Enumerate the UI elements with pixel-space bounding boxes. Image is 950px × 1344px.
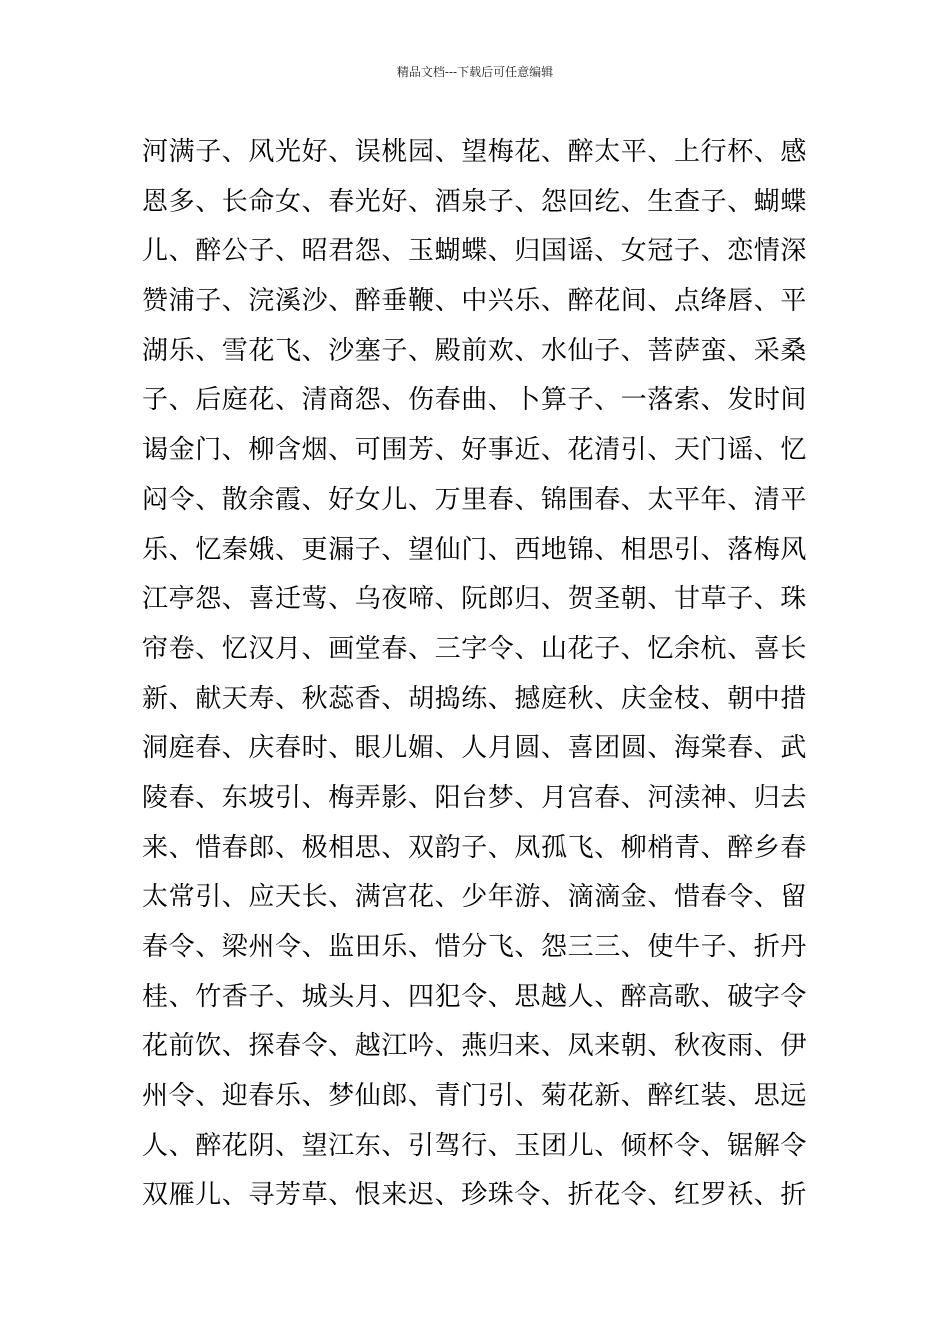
- text-line: 太常引、应天长、满宫花、少年游、滴滴金、惜春令、留: [142, 882, 808, 913]
- text-line: 闷令、散余霞、好女儿、万里春、锦围春、太平年、清平: [142, 484, 808, 515]
- text-line: 陵春、东坡引、梅弄影、阳台梦、月宫春、河渎神、归去: [142, 782, 808, 813]
- text-line: 恩多、长命女、春光好、酒泉子、怨回纥、生查子、蝴蝶: [142, 186, 808, 217]
- text-line: 洞庭春、庆春时、眼儿媚、人月圆、喜团圆、海棠春、武: [142, 733, 808, 764]
- text-line: 来、惜春郎、极相思、双韵子、凤孤飞、柳梢青、醉乡春: [142, 832, 808, 863]
- body-text: [142, 128, 812, 1221]
- text-line: 乐、忆秦娥、更漏子、望仙门、西地锦、相思引、落梅风: [142, 534, 808, 565]
- text-line: 州令、迎春乐、梦仙郎、青门引、菊花新、醉红装、思远: [142, 1081, 808, 1112]
- text-line: 新、献天寿、秋蕊香、胡捣练、撼庭秋、庆金枝、朝中措: [142, 683, 808, 714]
- text-line: 春令、梁州令、监田乐、惜分飞、怨三三、使牛子、折丹: [142, 932, 808, 962]
- text-line: 子、后庭花、清商怨、伤春曲、卜算子、一落索、发时间: [142, 385, 808, 416]
- text-line: 河满子、风光好、误桃园、望梅花、醉太平、上行杯、感: [142, 137, 808, 167]
- text-line: 人、醉花阴、望江东、引驾行、玉团儿、倾杯令、锯解令: [142, 1130, 808, 1161]
- text-line: 花前饮、探春令、越江吟、燕归来、凤来朝、秋夜雨、伊: [142, 1031, 808, 1062]
- text-line: 江亭怨、喜迁莺、乌夜啼、阮郎归、贺圣朝、甘草子、珠: [142, 584, 808, 615]
- text-line: 儿、醉公子、昭君怨、玉蝴蝶、归国谣、女冠子、恋情深: [142, 236, 808, 267]
- page-header: 精品文档---下载后可任意编辑: [396, 65, 554, 79]
- text-line: 赞浦子、浣溪沙、醉垂鞭、中兴乐、醉花间、点绛唇、平: [142, 286, 808, 317]
- text-line: 双雁儿、寻芳草、恨来迟、珍珠令、折花令、红罗袄、折: [142, 1180, 808, 1211]
- text-line: 桂、竹香子、城头月、四犯令、思越人、醉高歌、破字令: [142, 981, 808, 1012]
- text-line: 湖乐、雪花飞、沙塞子、殿前欢、水仙子、菩萨蛮、采桑: [142, 335, 808, 366]
- text-line: 帘卷、忆汉月、画堂春、三字令、山花子、忆余杭、喜长: [142, 633, 808, 664]
- text-line: 谒金门、柳含烟、可围芳、好事近、花清引、天门谣、忆: [142, 435, 808, 466]
